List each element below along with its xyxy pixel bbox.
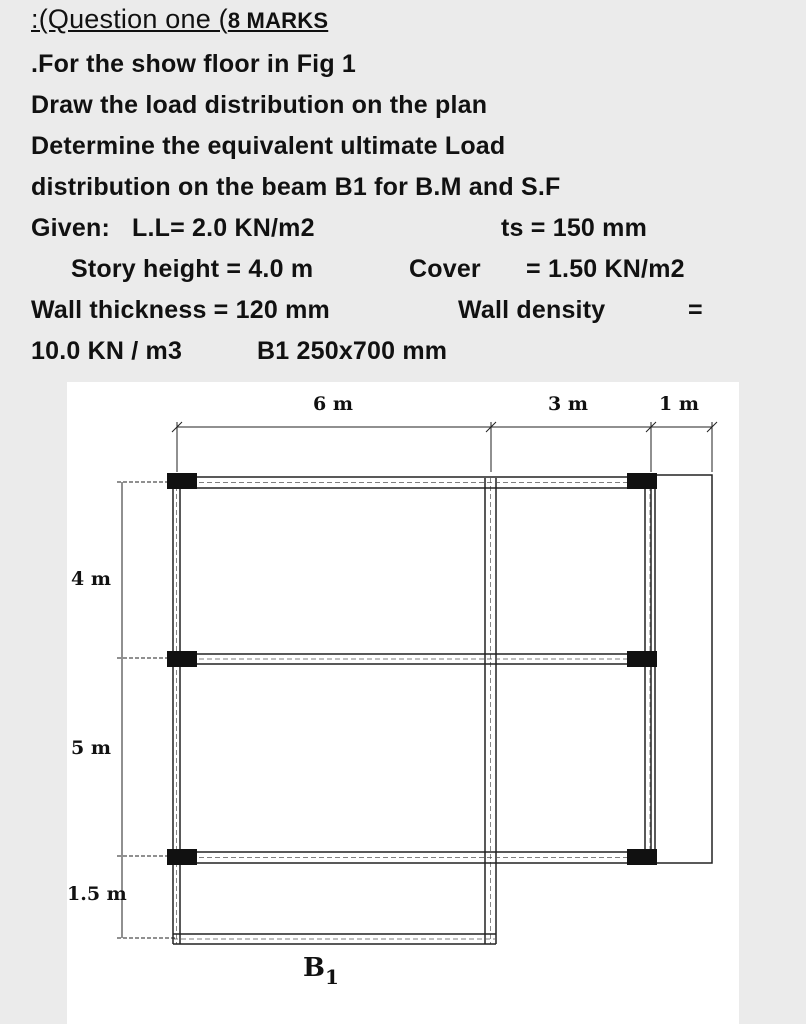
given-slab-thickness: ts = 150 mm (501, 214, 648, 242)
question-line-2: Draw the load distribution on the plan (31, 91, 488, 119)
horizontal-beam-centerlines (167, 483, 657, 940)
dim-top-3m: 3 m (548, 393, 588, 415)
horizontal-beams (167, 477, 657, 944)
title-prefix: :(Question one ( (31, 4, 228, 34)
dim-left-1-5m: 1.5 m (67, 883, 127, 905)
column (167, 651, 197, 667)
question-line-4: distribution on the beam B1 for B.M and S.F (31, 173, 561, 201)
vertical-beam-centerlines (177, 478, 651, 944)
question-title (31, 4, 328, 35)
given-wall-density-label: Wall density (458, 296, 606, 324)
top-dimension-lines (172, 422, 717, 472)
floor-plan-figure (67, 382, 739, 1024)
column (627, 849, 657, 865)
dim-top-6m: 6 m (313, 393, 353, 415)
beam-label-b1: $B_1$ (303, 953, 339, 989)
given-label: Given: (31, 214, 110, 242)
dim-left-5m: 5 m (71, 737, 111, 759)
column (167, 849, 197, 865)
question-line-3: Determine the equivalent ultimate Load (31, 132, 506, 160)
columns (167, 473, 657, 865)
given-story-height: Story height = 4.0 m (71, 255, 314, 283)
given-equals: = (688, 296, 703, 324)
cantilever-strip (651, 475, 712, 863)
vertical-beams (173, 478, 655, 944)
title-marks: 8 MARKS (227, 8, 329, 33)
given-beam: B1 250x700 mm (257, 337, 448, 365)
dim-left-4m: 4 m (71, 568, 111, 590)
given-wall-density-value: 10.0 KN / m3 (31, 337, 183, 365)
given-cover-value: = 1.50 KN/m2 (526, 255, 685, 283)
floor-plan-drawing (67, 382, 739, 1024)
column (627, 473, 657, 489)
given-wall-thickness: Wall thickness = 120 mm (31, 296, 330, 324)
column (627, 651, 657, 667)
left-dimension-lines (117, 482, 177, 938)
dim-top-1m: 1 m (659, 393, 699, 415)
given-live-load: L.L= 2.0 KN/m2 (132, 214, 315, 242)
question-line-1: .For the show floor in Fig 1 (31, 50, 357, 78)
given-cover-label: Cover (409, 255, 481, 283)
column (167, 473, 197, 489)
